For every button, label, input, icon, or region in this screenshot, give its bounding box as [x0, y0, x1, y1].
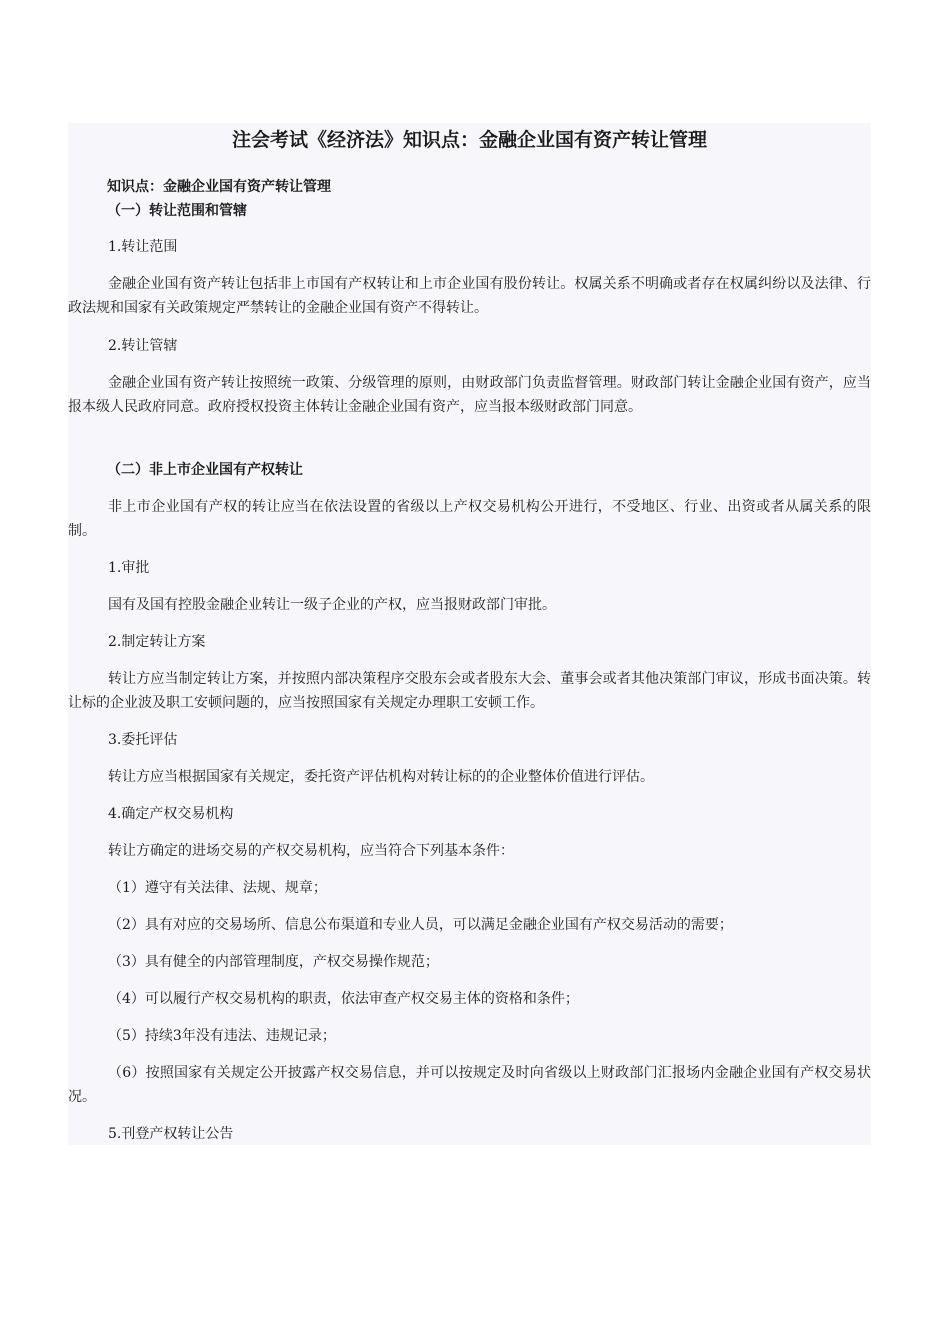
knowledge-point-heading: 知识点：金融企业国有资产转让管理: [107, 179, 331, 195]
section-2-heading: （二）非上市企业国有产权转让: [107, 462, 303, 478]
section-2-4-text: 转让方确定的进场交易的产权交易机构，应当符合下列基本条件：: [108, 843, 514, 859]
condition-item: （4）可以履行产权交易机构的职责，依法审查产权交易主体的资格和条件；: [108, 991, 579, 1007]
section-1-1-text: 金融企业国有资产转让包括非上市国有产权转让和上市企业国有股份转让。权属关系不明确或者存在权属纠纷以及法律、行政法规和国家有关政策规定严禁转让的金融企业国有资产不得转让。: [68, 276, 871, 316]
section-2-1-text: 国有及国有控股金融企业转让一级子企业的产权，应当报财政部门审批。: [108, 597, 556, 613]
section-2-2-text: 转让方应当制定转让方案，并按照内部决策程序交股东会或者股东大会、董事会或者其他决策部门审议，形成书面决策。转让标的企业波及职工安顿问题的，应当按照国家有关规定办理职工安顿工作。: [68, 671, 871, 711]
section-2-4-heading: 4.确定产权交易机构: [108, 806, 234, 822]
section-2-2-heading: 2.制定转让方案: [108, 634, 206, 650]
condition-item: （3）具有健全的内部管理制度，产权交易操作规范；: [108, 954, 439, 970]
condition-item: （6）按照国家有关规定公开披露产权交易信息，并可以按规定及时向省级以上财政部门汇报场内金融企业国有产权交易状况。: [68, 1065, 871, 1105]
condition-item: （5）持续3年没有违法、违规记录；: [108, 1028, 336, 1044]
condition-item: （1）遵守有关法律、法规、规章；: [108, 880, 327, 896]
section-1-heading: （一）转让范围和管辖: [107, 203, 247, 219]
section-2-text: 非上市企业国有产权的转让应当在依法设置的省级以上产权交易机构公开进行，不受地区、行业、出资或者从属关系的限制。: [68, 499, 871, 539]
section-1-2-text: 金融企业国有资产转让按照统一政策、分级管理的原则，由财政部门负责监督管理。财政部门转让金融企业国有资产，应当报本级人民政府同意。政府授权投资主体转让金融企业国有资产，应当报本级财政部门同意。: [68, 375, 871, 415]
document-title: 注会考试《经济法》知识点：金融企业国有资产转让管理: [231, 129, 707, 151]
section-1-2-heading: 2.转让管辖: [108, 338, 178, 354]
section-1-1-heading: 1.转让范围: [108, 239, 178, 255]
section-2-1-heading: 1.审批: [108, 560, 150, 576]
document-page: [68, 123, 871, 1145]
condition-item: （2）具有对应的交易场所、信息公布渠道和专业人员，可以满足金融企业国有产权交易活动的需要；: [108, 917, 733, 933]
section-2-5-heading: 5.刊登产权转让公告: [108, 1126, 234, 1142]
section-2-3-heading: 3.委托评估: [108, 732, 178, 748]
section-2-3-text: 转让方应当根据国家有关规定，委托资产评估机构对转让标的的企业整体价值进行评估。: [108, 769, 654, 785]
